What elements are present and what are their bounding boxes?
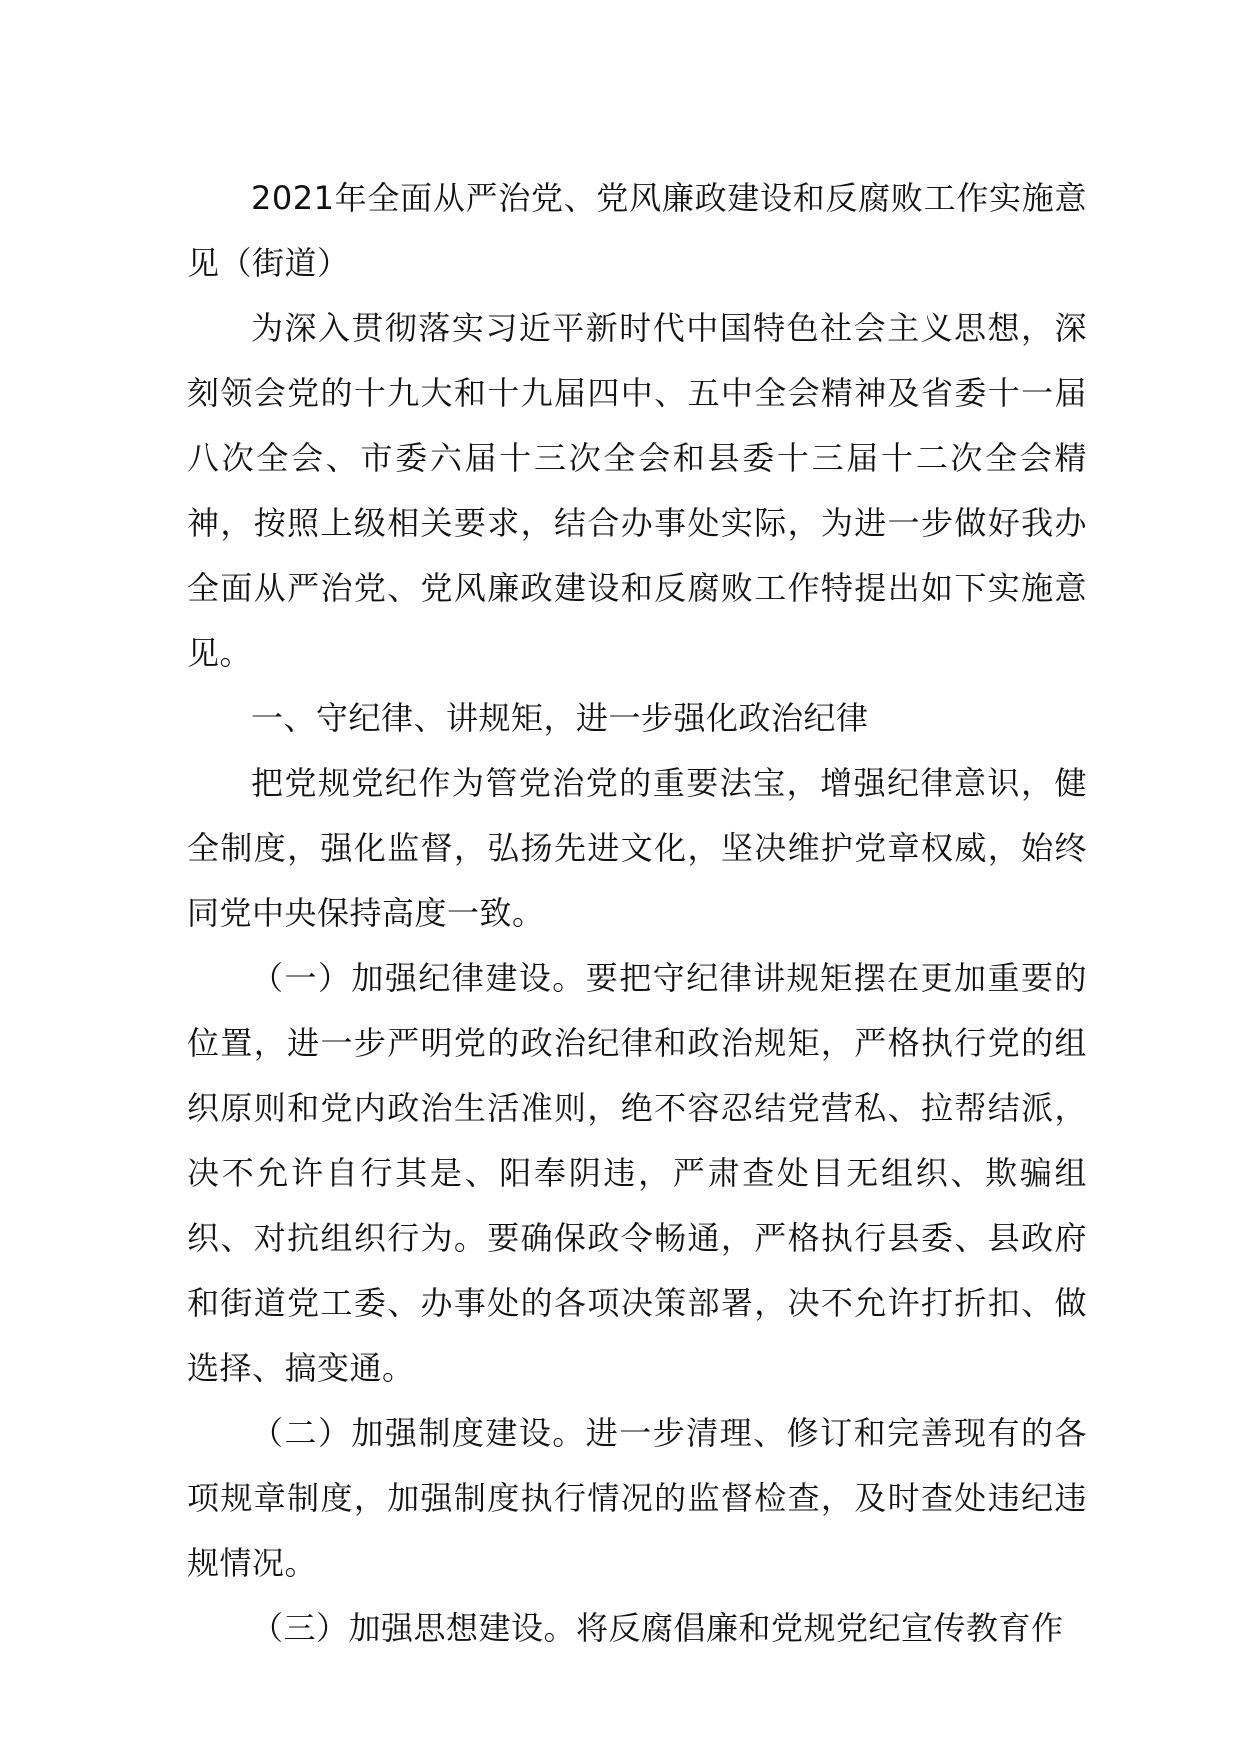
document-title: 2021年全面从严治党、党风廉政建设和反腐败工作实施意见（街道） [187,179,1087,282]
paragraph-item-3: （三）加强思想建设。将反腐倡廉和党规党纪宣传教育作 [251,1609,1064,1647]
paragraph-intro: 为深入贯彻落实习近平新时代中国特色社会主义思想，深刻领会党的十九大和十九届四中、五中全会精神及省委十一届八次全会、市委六届十三次全会和县委十三届十二次全会精神，按照上级相关要求，结合办事处实际，为进一步做好我办全面从严治党、党风廉政建设和反腐败工作特提出如下实施意见。 [187,309,1087,672]
paragraph-item-1: （一）加强纪律建设。要把守纪律讲规矩摆在更加重要的位置，进一步严明党的政治纪律和政治规矩，严格执行党的组织原则和党内政治生活准则，绝不容忍结党营私、拉帮结派，决不允许自行其是、阳奉阴违，严肃查处目无组织、欺骗组织、对抗组织行为。要确保政令畅通，严格执行县委、县政府和街道党工委、办事处的各项决策部署，决不允许打折扣、做选择、搞变通。 [187,959,1087,1387]
document-body [187,166,1087,1661]
paragraph-section-1: 把党规党纪作为管党治党的重要法宝，增强纪律意识，健全制度，强化监督，弘扬先进文化，坚决维护党章权威，始终同党中央保持高度一致。 [187,764,1087,932]
section-heading-1: 一、守纪律、讲规矩，进一步强化政治纪律 [251,699,869,737]
paragraph-item-2: （二）加强制度建设。进一步清理、修订和完善现有的各项规章制度，加强制度执行情况的监督检查，及时查处违纪违规情况。 [187,1414,1087,1582]
